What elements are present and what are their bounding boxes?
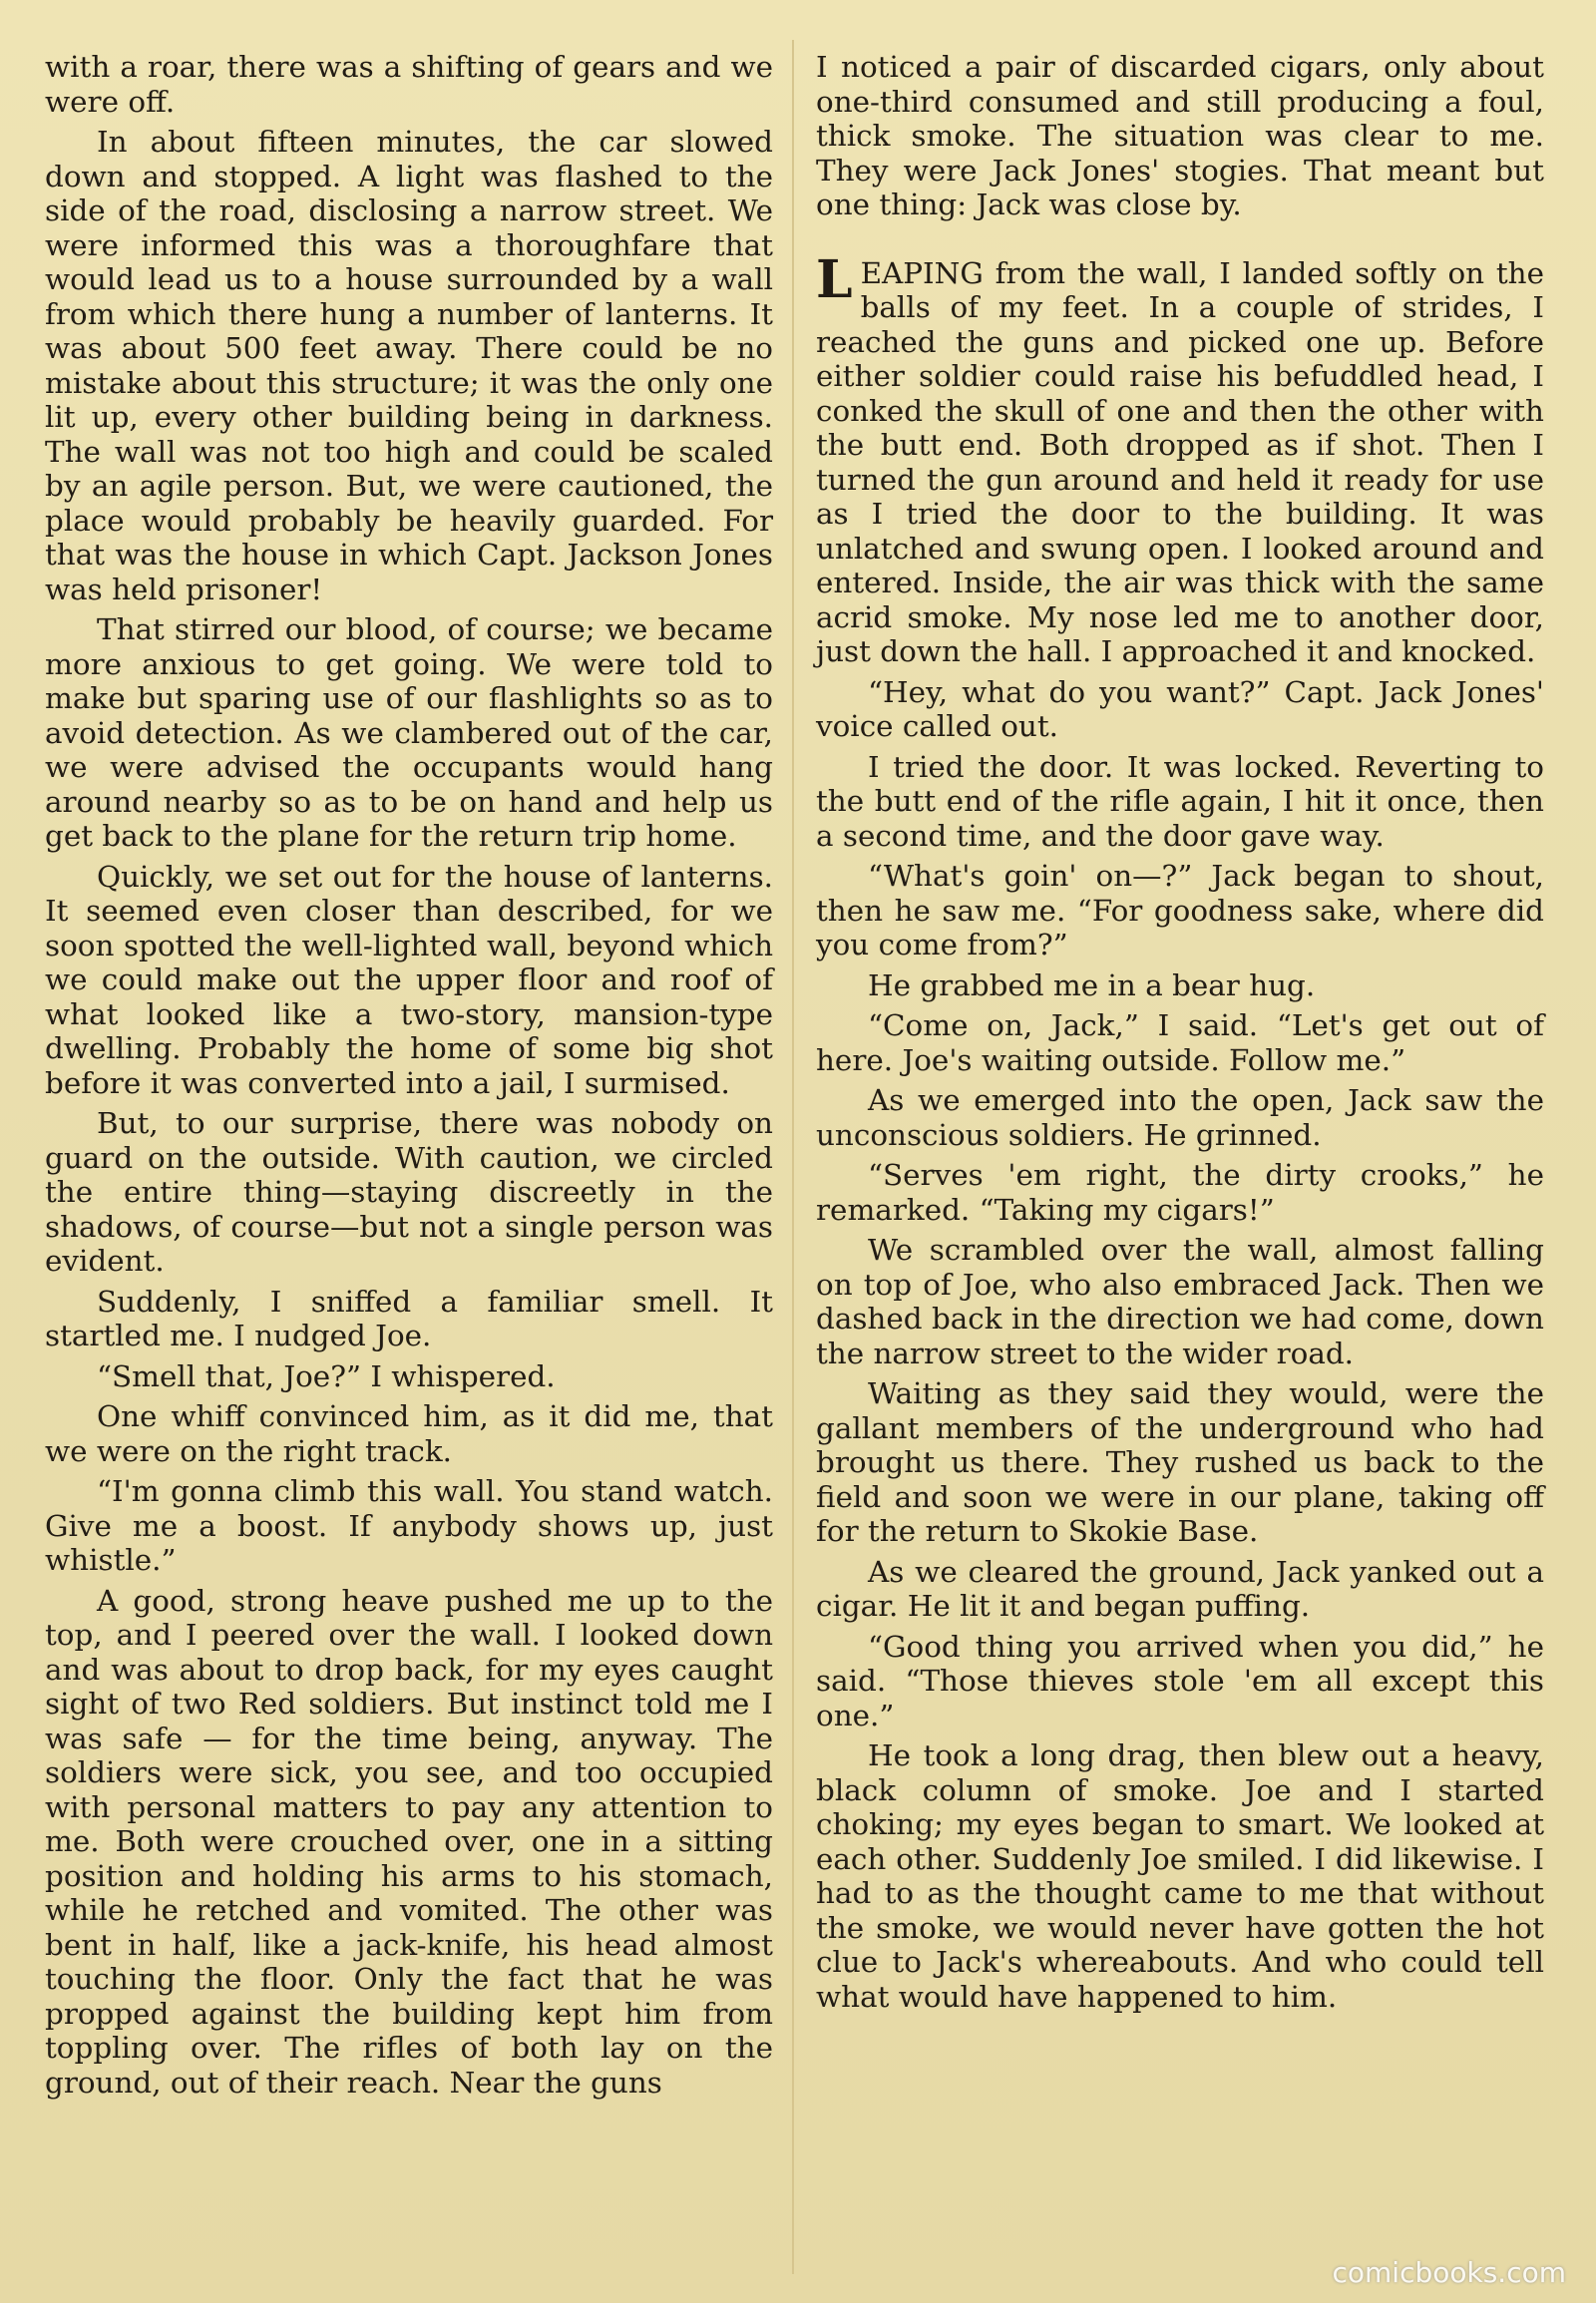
paragraph: “Hey, what do you want?” Capt. Jack Jones' voice called out. xyxy=(816,674,1544,743)
paragraph: “Come on, Jack,” I said. “Let's get out of here. Joe's waiting outside. Follow me.” xyxy=(816,1008,1544,1077)
right-text-column xyxy=(816,50,1544,2020)
paragraph: “Smell that, Joe?” I whispered. xyxy=(97,1358,556,1393)
dropcap-paragraph-text: EAPING from the wall, I landed softly on the balls of my feet. In a couple of strides, I reached the guns and picked one up. Before either soldier could raise his befuddled head, I conked the skull of one and then the other with the butt end. Both dropped as if shot. Then I turned the gun around and held it ready for use as I tried the door to the building. It was unlatched and swung open. I looked around and entered. Inside, the air was thick with the same acrid smoke. My nose led me to another door, just down the hall. I approached it and knocked. xyxy=(816,255,1544,668)
paragraph: Quickly, we set out for the house of lanterns. It seemed even closer than described, for we soon spotted the well-lighted wall, beyond which we could make out the upper floor and roof of what looked like a two-story, mansion-type dwelling. Probably the home of some big shot before it was converted into a jail, I surmised. xyxy=(45,859,773,1100)
paragraph: One whiff convinced him, as it did me, that we were on the right track. xyxy=(45,1399,773,1468)
paragraph: We scrambled over the wall, almost falling on top of Joe, who also embraced Jack. Then we dashed back in the direction we had come, down the narrow street to the wider road. xyxy=(816,1233,1544,1370)
paragraph: A good, strong heave pushed me up to the top, and I peered over the wall. I looked down and was about to drop back, for my eyes caught sight of two Red soldiers. But instinct told me I was safe — for the time being, anyway. The soldiers were sick, you see, and too occupied with personal matters to pay any attention to me. Both were crouched over, one in a sitting position and holding his arms to his stomach, while he retched and vomited. The other was bent in half, like a jack-knife, his head almost touching the floor. Only the fact that he was propped against the building kept him from toppling over. The rifles of both lay on the ground, out of their reach. Near the guns xyxy=(45,1583,773,2100)
paragraph: “What's goin' on—?” Jack began to shout, then he saw me. “For goodness sake, where did you come from?” xyxy=(816,859,1544,961)
paragraph: He took a long drag, then blew out a heavy, black column of smoke. Joe and I started choking; my eyes began to smart. We looked at each other. Suddenly Joe smiled. I did likewise. I had to as the thought came to me that without the smoke, we would never have gotten the hot clue to Jack's whereabouts. And who could tell what would have happened to him. xyxy=(816,1738,1544,2014)
column-divider xyxy=(792,40,794,2274)
paragraph: I tried the door. It was locked. Reverting to the butt end of the rifle again, I hit it once, then a second time, and the door gave way. xyxy=(816,749,1544,853)
paragraph: As we emerged into the open, Jack saw the unconscious soldiers. He grinned. xyxy=(816,1083,1544,1152)
paragraph: In about fifteen minutes, the car slowed down and stopped. A light was flashed to the side of the road, disclosing a narrow street. We were informed this was a thoroughfare that would lead us to a house surrounded by a wall from which there hung a number of lanterns. It was about 500 feet away. There could be no mistake about this structure; it was the only one lit up, every other building being in darkness. The wall was not too high and could be scaled by an agile person. But, we were cautioned, the place would probably be heavily guarded. For that was the house in which Capt. Jackson Jones was held prisoner! xyxy=(45,125,773,606)
paragraph: But, to our surprise, there was nobody on guard on the outside. With caution, we circled the entire thing—staying discreetly in the shadows, of course—but not a single person was evident. xyxy=(45,1106,773,1278)
paragraph: I noticed a pair of discarded cigars, only about one-third consumed and still producing a foul, thick smoke. The situation was clear to me. They were Jack Jones' stogies. That meant but one thing: Jack was close by. xyxy=(816,50,1544,221)
paragraph: “Good thing you arrived when you did,” he said. “Those thieves stole 'em all except this one.” xyxy=(816,1629,1544,1732)
dropcap-letter: L xyxy=(816,248,853,310)
paragraph: “I'm gonna climb this wall. You stand watch. Give me a boost. If anybody shows up, just whistle.” xyxy=(45,1474,773,1577)
paragraph: “Serves 'em right, the dirty crooks,” he remarked. “Taking my cigars!” xyxy=(816,1158,1544,1227)
paragraph: As we cleared the ground, Jack yanked out a cigar. He lit it and began puffing. xyxy=(816,1554,1544,1623)
left-text-column xyxy=(45,50,773,2106)
paragraph: Waiting as they said they would, were the gallant members of the underground who had brought us there. They rushed us back to the field and soon we were in our plane, taking off for the return to Skokie Base. xyxy=(816,1376,1544,1548)
paragraph: Suddenly, I sniffed a familiar smell. It startled me. I nudged Joe. xyxy=(45,1284,773,1352)
watermark-text: comicbooks.com xyxy=(1332,2256,1566,2289)
paragraph: That stirred our blood, of course; we became more anxious to get going. We were told to make but sparing use of our flashlights so as to avoid detection. As we clambered out of the car, we were advised the occupants would hang around nearby so as to be on hand and help us get back to the plane for the return trip home. xyxy=(45,612,773,853)
paragraph: He grabbed me in a bear hug. xyxy=(868,967,1316,1002)
dropcap-paragraph xyxy=(816,248,1544,669)
paragraph: with a roar, there was a shifting of gears and we were off. xyxy=(45,50,773,119)
